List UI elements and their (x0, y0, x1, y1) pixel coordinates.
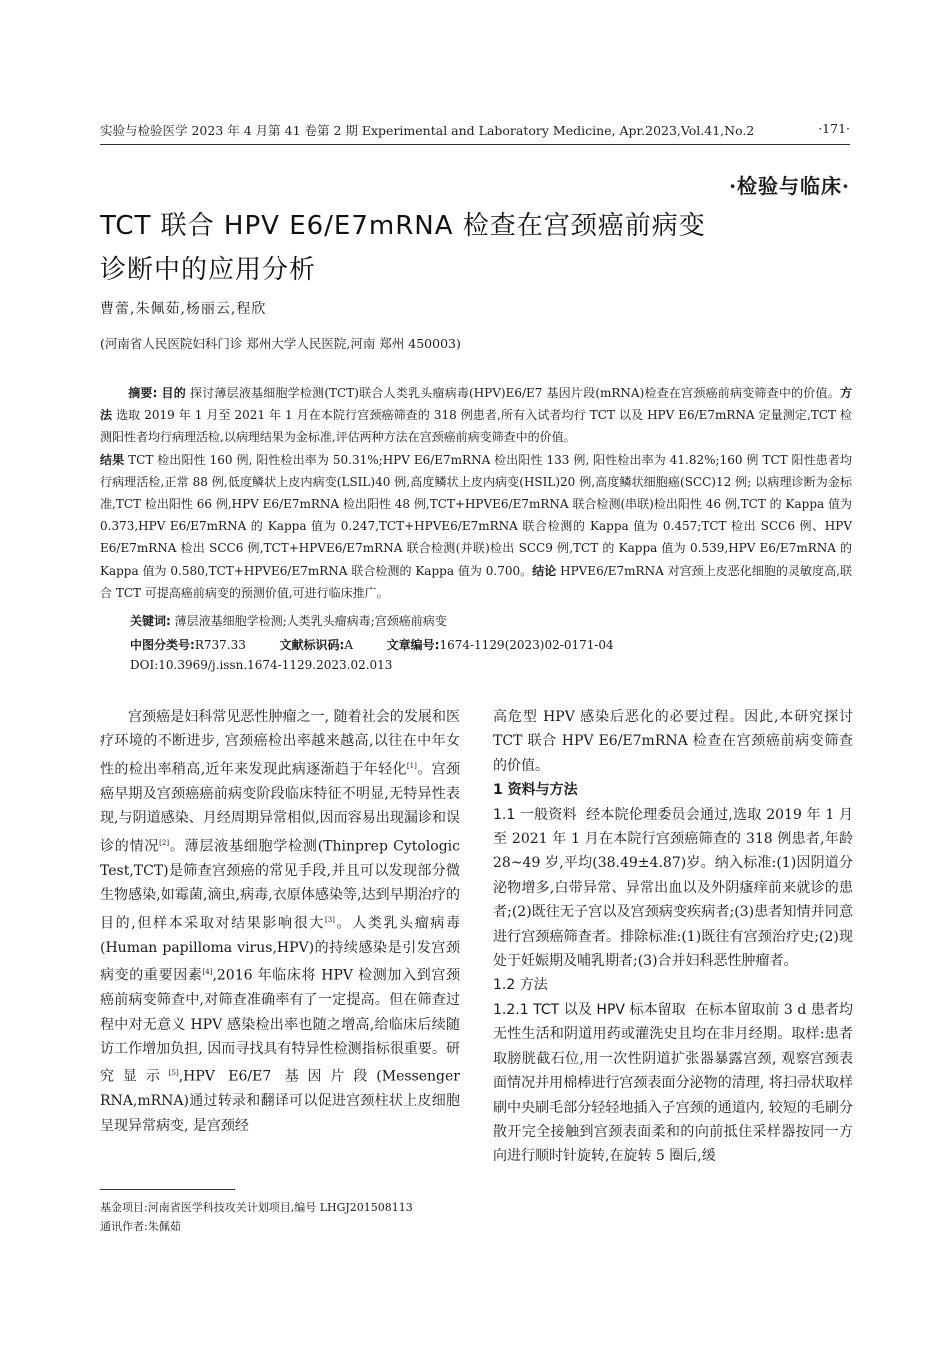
journal-citation: 实验与检验医学 2023 年 4 月第 41 卷第 2 期 Experimental and Laboratory Medicine, Apr.2023,Vol.41,No.2 (100, 123, 755, 138)
citation-ref: [3] (325, 915, 335, 924)
citation-ref: [2] (159, 838, 170, 847)
methods-text: 选取 2019 年 1 月至 2021 年 1 月在本院行宫颈癌筛查的 318 例患者,所有入试者均行 TCT 以及 HPV E6/E7mRNA 定量测定,TCT 检测阳性者均行病理活检,以病理结果为金标准,评估两种方法在宫颈癌前病变筛查中的价值。 (100, 408, 852, 445)
keywords-value: 薄层液基细胞学检测;人类乳头瘤病毒;宫颈癌前病变 (174, 614, 447, 628)
subsection-1-2-1: 1.2.1 TCT 以及 HPV 标本留取 在标本留取前 3 d 患者均无性生活和阴道用药或灌洗史且均在非月经期。取样:患者取膀胱截石位,用一次性阴道扩张器暴露宫颈, 观察宫颈表面情况并用棉棒进行宫颈表面分泌物的清理, 将扫帚状取样刷中央刷毛部分轻轻地插入子宫颈的通道内, 较短的毛刷分散开完全接触到宫颈表面柔和的向前抵住采样器按同一方向进行顺时针旋转,在旋转 5 圈后,缓 (493, 1001, 853, 1165)
clc-value: R737.33 (194, 638, 246, 652)
doc-code-value: A (344, 638, 353, 652)
footnotes (100, 1198, 413, 1236)
conclusion-text: HPVE6/E7mRNA 对宫颈上皮恶化细胞的灵敏度高,联合 TCT 可提高癌前病变的预测价值,可进行临床推广。 (100, 563, 852, 600)
section-heading-1: 1 资料与方法 (493, 782, 578, 799)
header-rule (100, 144, 850, 145)
subsection-1-1: 1.1 一般资料 经本院伦理委员会通过,选取 2019 年 1 月至 2021 年 1 月在本院行宫颈癌筛查的 318 例患者,年龄 28~49 岁,平均(38.49±4.87)岁。纳入标准:(1)因阴道分泌物增多,白带异常、异常出血以及外阴瘙痒前来就诊的患者;(2)既往无子宫以及宫颈病变疾病者;(3)患者知情并同意进行宫颈癌筛查者。排除标准:(1)既往有宫颈治疗史;(2)现处于妊娠期及哺乳期者;(3)合并妇科恶性肿瘤者。 (493, 806, 854, 970)
left-column (100, 705, 460, 1138)
methods-label: 方法 (100, 386, 852, 423)
abstract (100, 382, 852, 604)
fund-note: 基金项目:河南省医学科技攻关计划项目,编号 LHGJ201508113 (100, 1201, 413, 1214)
right-column (493, 705, 853, 1169)
doc-code-label: 文献标识码: (279, 638, 345, 652)
citation-ref: [4] (202, 968, 213, 977)
authors: 曹蕾,朱佩茹,杨丽云,程欣 (100, 301, 267, 317)
corresponding-author-note: 通讯作者:朱佩茹 (100, 1220, 181, 1233)
clc-label: 中图分类号: (130, 638, 195, 652)
classification-line (130, 636, 614, 653)
article-number-value: 1674-1129(2023)02-0171-04 (439, 638, 614, 652)
results-label: 结果 (100, 452, 125, 467)
article-number-label: 文章编号: (386, 638, 440, 652)
title-line-1: TCT 联合 HPV E6/E7mRNA 检查在宫颈癌前病变 (100, 211, 706, 241)
conclusion-label: 结论 (532, 563, 557, 578)
footnote-rule (100, 1189, 235, 1190)
keywords (130, 612, 447, 629)
abstract-label: 摘要: (128, 386, 158, 400)
title-line-2: 诊断中的应用分析 (100, 255, 317, 285)
intro-continued: 高危型 HPV 感染后恶化的必要过程。因此,本研究探讨 TCT 联合 HPV E6/E7mRNA 检查在宫颈癌前病变筛查的价值。 (493, 709, 853, 774)
doi: DOI:10.3969/j.issn.1674-1129.2023.02.013 (130, 658, 393, 672)
subsection-heading-1-2: 1.2 方法 (493, 977, 548, 994)
page-number: ·171· (818, 121, 850, 136)
article-title (100, 204, 820, 292)
citation-ref: [1] (406, 761, 417, 770)
section-tag: ·检验与临床· (729, 174, 850, 198)
results-text: TCT 检出阳性 160 例, 阳性检出率为 50.31%;HPV E6/E7mRNA 检出阳性 133 例, 阳性检出率为 41.82%;160 例 TCT 阳性患者均行病理活检,正常 88 例,低度鳞状上皮内病变(LSIL)40 例,高度鳞状上皮内病变(HSIL)20 例,高度鳞状细胞癌(SCC)12 例; 以病理诊断为金标准,TCT 检出阳性 66 例,HPV E6/E7mRNA 检出阳性 48 例,TCT+HPVE6/E7mRNA 联合检测(串联)检出阳性 46 例,TCT 的 Kappa 值为 0.373,HPV E6/E7mRNA 的 Kappa 值为 0.247,TCT+HPVE6/E7mRNA 联合检测的 Kappa 值为 0.457;TCT 检出 SCC6 例、HPV E6/E7mRNA 检出 SCC6 例,TCT+HPVE6/E7mRNA 联合检测(并联)检出 SCC9 例,TCT 的 Kappa 值为 0.539,HPV E6/E7mRNA 的 Kappa 值为 0.580,TCT+HPVE6/E7mRNA 联合检测的 Kappa 值为 0.700。 (100, 452, 852, 578)
keywords-label: 关键词: (130, 614, 171, 628)
objective-label: 目的 (161, 386, 186, 400)
citation-ref: [5] (168, 1069, 179, 1078)
affiliation: (河南省人民医院妇科门诊 郑州大学人民医院,河南 郑州 450003) (100, 336, 461, 351)
objective-text: 探讨薄层液基细胞学检测(TCT)联合人类乳头瘤病毒(HPV)E6/E7 基因片段(mRNA)检查在宫颈癌前病变筛查中的价值。 (189, 386, 840, 400)
intro-paragraph: 宫颈癌是妇科常见恶性肿瘤之一, 随着社会的发展和医疗环境的不断进步, 宫颈癌检出率越来越高,以往在中年女性的检出率稍高,近年来发现此病逐渐趋于年轻化[1]。宫颈癌早期及宫颈癌癌前病变阶段临床特征不明显,无特异性表现,与阴道感染、月经周期异常相似,因而容易出现漏诊和误诊的情况[2]。薄层液基细胞学检测(Thinprep Cytologic Test,TCT)是筛查宫颈癌的常见手段,并且可以发现部分微生物感染,如霉菌,滴虫,病毒,衣原体感染等,达到早期治疗的目的,但样本采取对结果影响很大[3]。人类乳头瘤病毒(Human papilloma virus,HPV)的持续感染是引发宫颈病变的重要因素[4],2016 年临床将 HPV 检测加入到宫颈癌前病变筛查中,对筛查准确率有了一定提高。但在筛查过程中对无意义 HPV 感染检出率也随之增高,给临床后续随访工作增加负担, 因而寻找具有特异性检测指标很重要。研究显示[5],HPV E6/E7 基因片段(Messenger RNA,mRNA)通过转录和翻译可以促进宫颈柱状上皮细胞呈现异常病变, 是宫颈经 (100, 709, 461, 1134)
